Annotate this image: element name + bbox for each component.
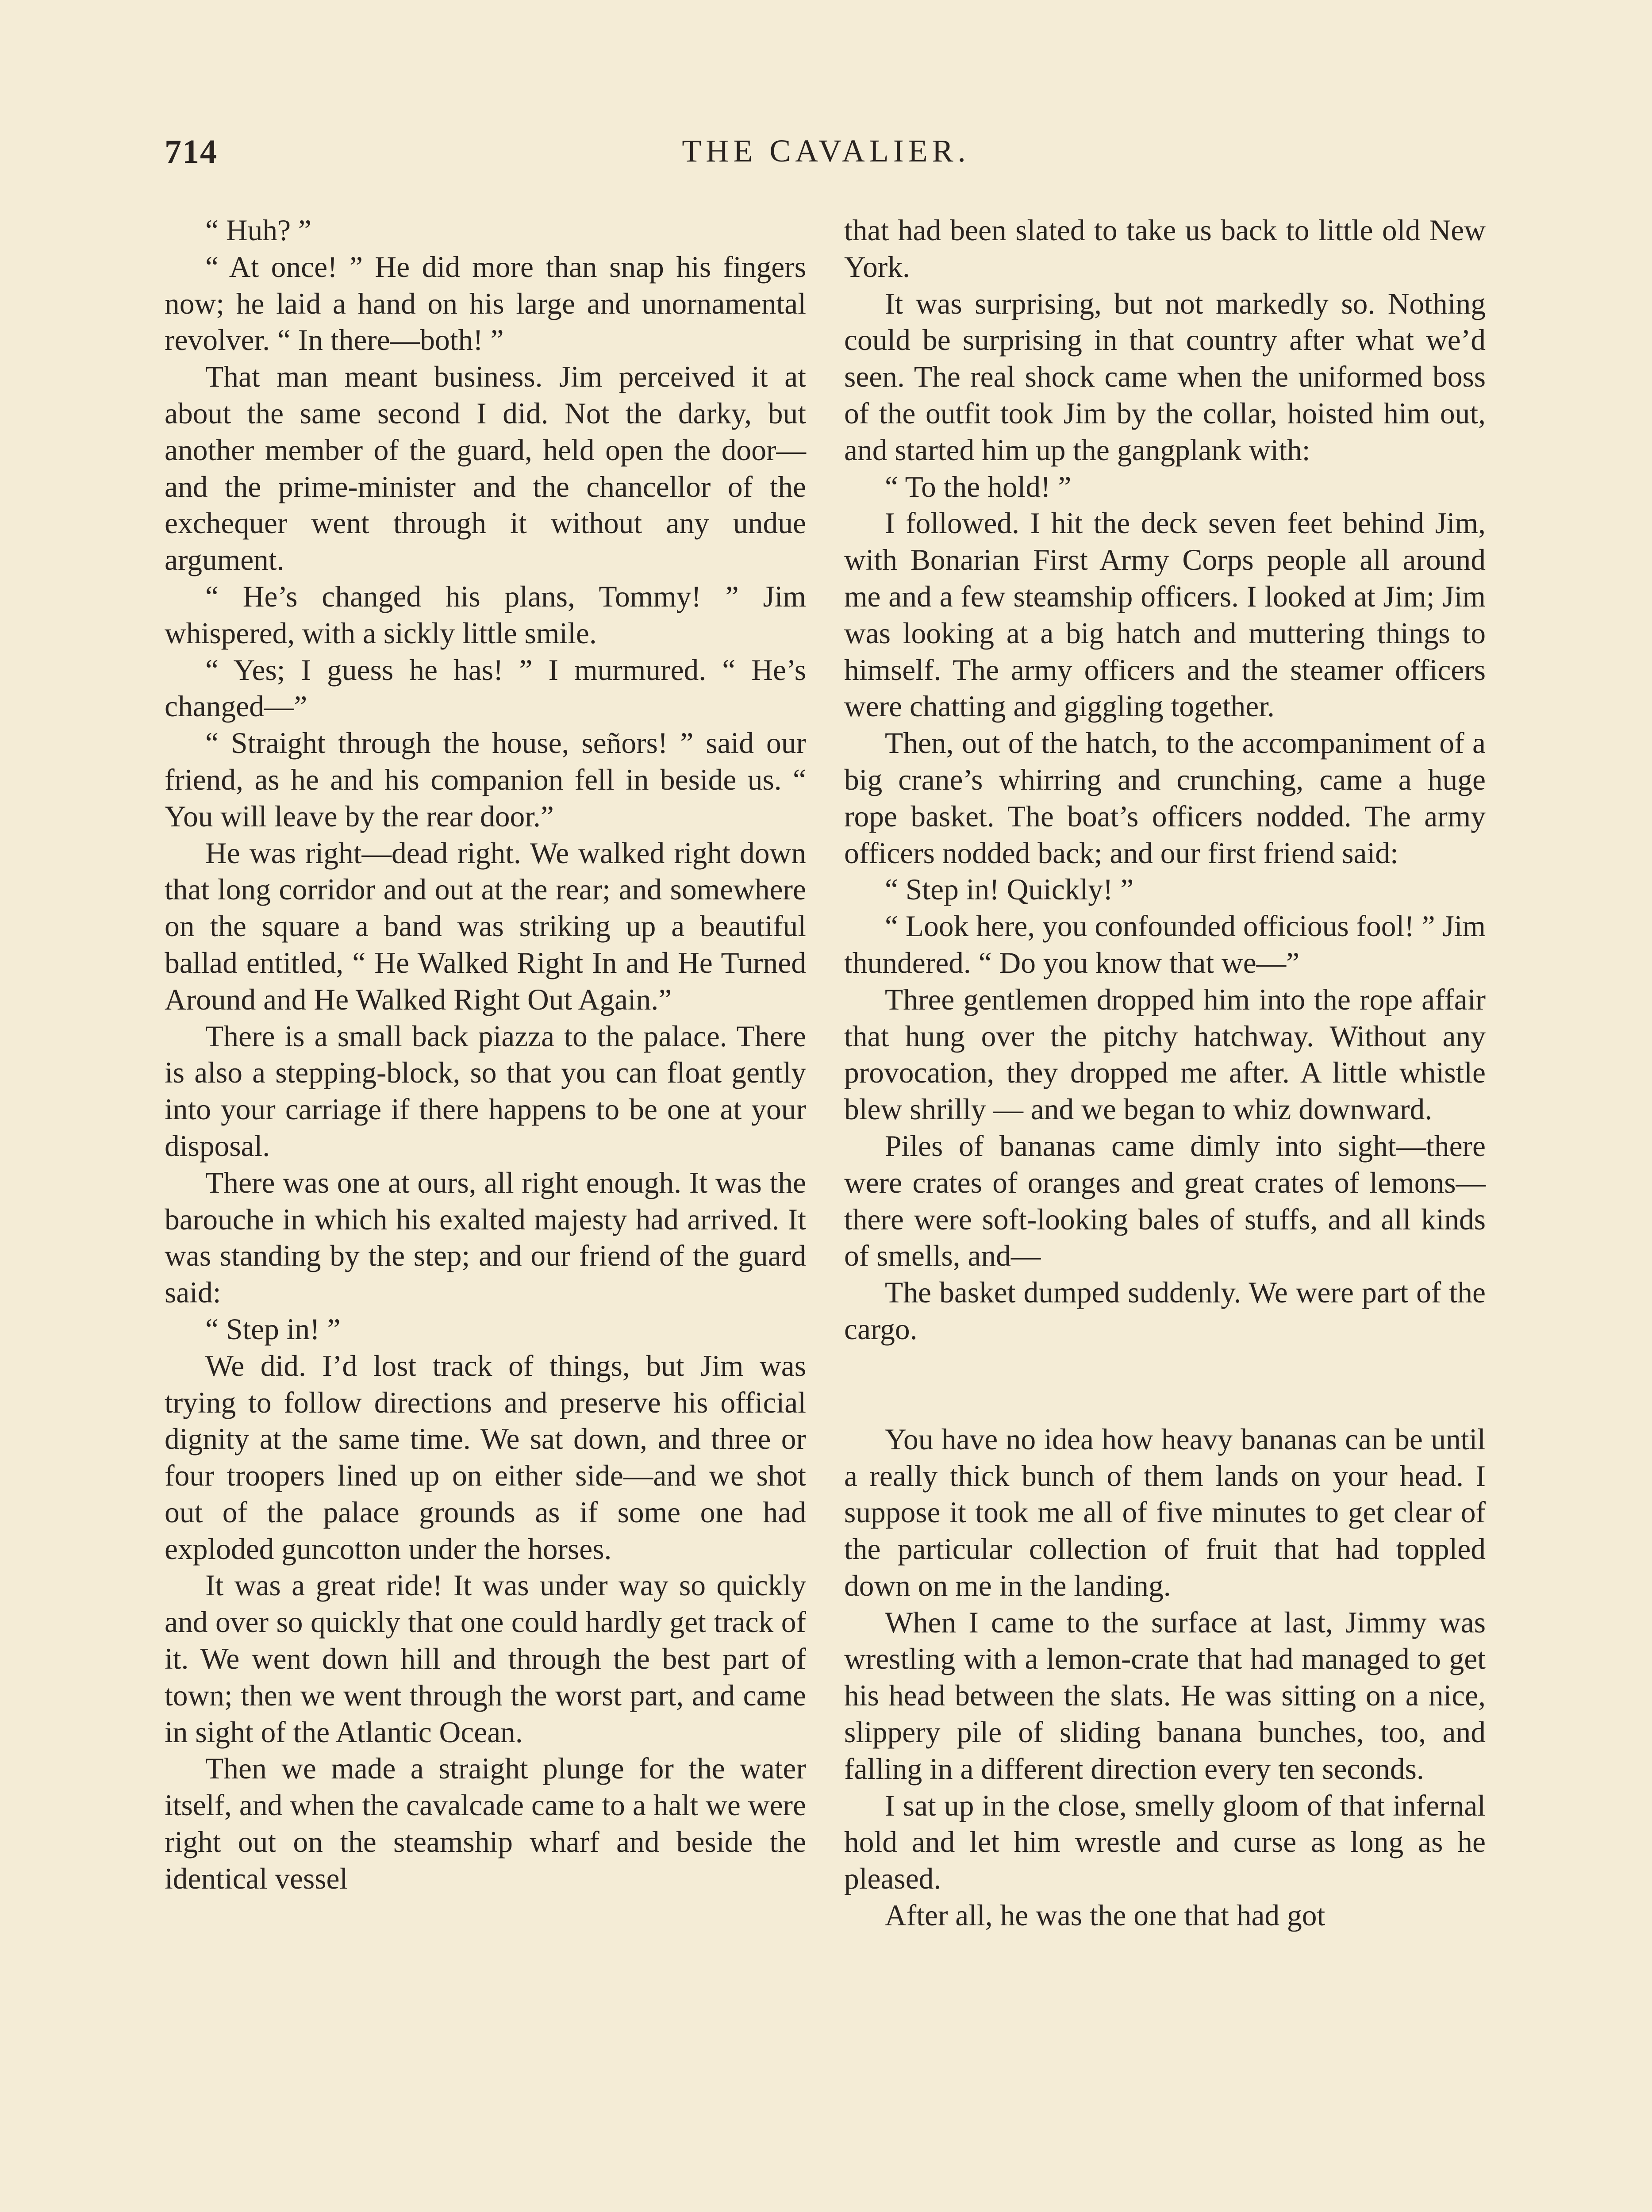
paragraph: It was surprising, but not markedly so. Nothing could be surprising in that country after what we’d seen. The real shock came when the uniformed boss of the outfit took Jim by the collar, hoisted him out, and started him up the gangplank with: (844, 287, 1486, 467)
paragraph: Piles of bananas came dimly into sight—there were crates of oranges and great crates of lemons—there were soft-looking bales of stuffs, and all kinds of smells, and— (844, 1129, 1486, 1273)
paragraph: I followed. I hit the deck seven feet behind Jim, with Bonarian First Army Corps people all around me and a few steamship officers. I looked at Jim; Jim was looking at a big hatch and muttering things to himself. The army officers and the steamer officers were chatting and giggling together. (844, 507, 1486, 723)
paragraph: “ Step in! ” (205, 1312, 341, 1346)
paragraph: It was a great ride! It was under way so quickly and over so quickly that one could hardly get track of it. We went down hill and through the best part of town; then we went through the worst part, and came in sight of the Atlantic Ocean. (165, 1569, 806, 1749)
paragraph: “ To the hold! ” (885, 470, 1072, 503)
left-column (165, 212, 806, 1897)
right-column (844, 212, 1486, 1934)
page-header (0, 133, 1652, 186)
paragraph: “ Look here, you confounded officious fool! ” Jim thundered. “ Do you know that we—” (844, 910, 1486, 979)
paragraph: He was right—dead right. We walked right down that long corridor and out at the rear; and somewhere on the square a band was striking up a beautiful ballad entitled, “ He Walked Right In and He Turned Around and He Walked Right Out Again.” (165, 836, 806, 1016)
page-number: 714 (165, 133, 218, 170)
paragraph: You have no idea how heavy bananas can be until a really thick bunch of them lands on your head. I suppose it took me all of five minutes to get clear of the particular collection of fruit that had toppled down on me in the landing. (844, 1422, 1486, 1602)
paragraph: “ Straight through the house, señors! ” said our friend, as he and his companion fell in beside us. “ You will leave by the rear door.” (165, 726, 806, 833)
paragraph: “ Step in! Quickly! ” (885, 873, 1134, 906)
paragraph: After all, he was the one that had got (885, 1899, 1325, 1932)
paragraph: There was one at ours, all right enough. It was the barouche in which his exalted majesty had arrived. It was standing by the step; and our friend of the guard said: (165, 1166, 806, 1310)
paragraph: “ Yes; I guess he has! ” I murmured. “ He’s changed—” (165, 653, 806, 723)
running-title: THE CAVALIER. (682, 133, 970, 169)
paragraph: There is a small back piazza to the palace. There is also a stepping-block, so that you can float gently into your carriage if there happens to be one at your disposal. (165, 1019, 806, 1163)
paragraph: Three gentlemen dropped him into the rope affair that hung over the pitchy hatchway. Without any provocation, they dropped me after. A little whistle blew shrilly — and we began to whiz downward. (844, 983, 1486, 1126)
paragraph: Then we made a straight plunge for the water itself, and when the cavalcade came to a halt we were right out on the steamship wharf and beside the identical vessel (165, 1752, 806, 1895)
paragraph: That man meant business. Jim perceived it at about the same second I did. Not the darky, but another member of the guard, held open the door—and the prime-minister and the chancellor of the exchequer went through it without any undue argument. (165, 360, 806, 577)
section-break (844, 1348, 1486, 1421)
paragraph: We did. I’d lost track of things, but Jim was trying to follow directions and preserve his official dignity at the same time. We sat down, and three or four troopers lined up on either side—and we shot out of the palace grounds as if some one had exploded guncotton under the horses. (165, 1349, 806, 1566)
paragraph: The basket dumped suddenly. We were part of the cargo. (844, 1276, 1486, 1346)
paragraph: “ Huh? ” (205, 214, 311, 247)
paragraph: “ At once! ” He did more than snap his fingers now; he laid a hand on his large and unornamental revolver. “ In there—both! ” (165, 250, 806, 357)
paragraph: When I came to the surface at last, Jimmy was wrestling with a lemon-crate that had managed to get his head between the slats. He was sitting on a nice, slippery pile of sliding banana bunches, too, and falling in a different direction every ten seconds. (844, 1605, 1486, 1786)
continued-paragraph: that had been slated to take us back to little old New York. (844, 214, 1486, 284)
paragraph: I sat up in the close, smelly gloom of that infernal hold and let him wrestle and curse as long as he pleased. (844, 1789, 1486, 1896)
paragraph: “ He’s changed his plans, Tommy! ” Jim whispered, with a sickly little smile. (165, 580, 806, 650)
paragraph: Then, out of the hatch, to the accompaniment of a big crane’s whirring and crunching, came a huge rope basket. The boat’s officers nodded. The army officers nodded back; and our first friend said: (844, 726, 1486, 870)
